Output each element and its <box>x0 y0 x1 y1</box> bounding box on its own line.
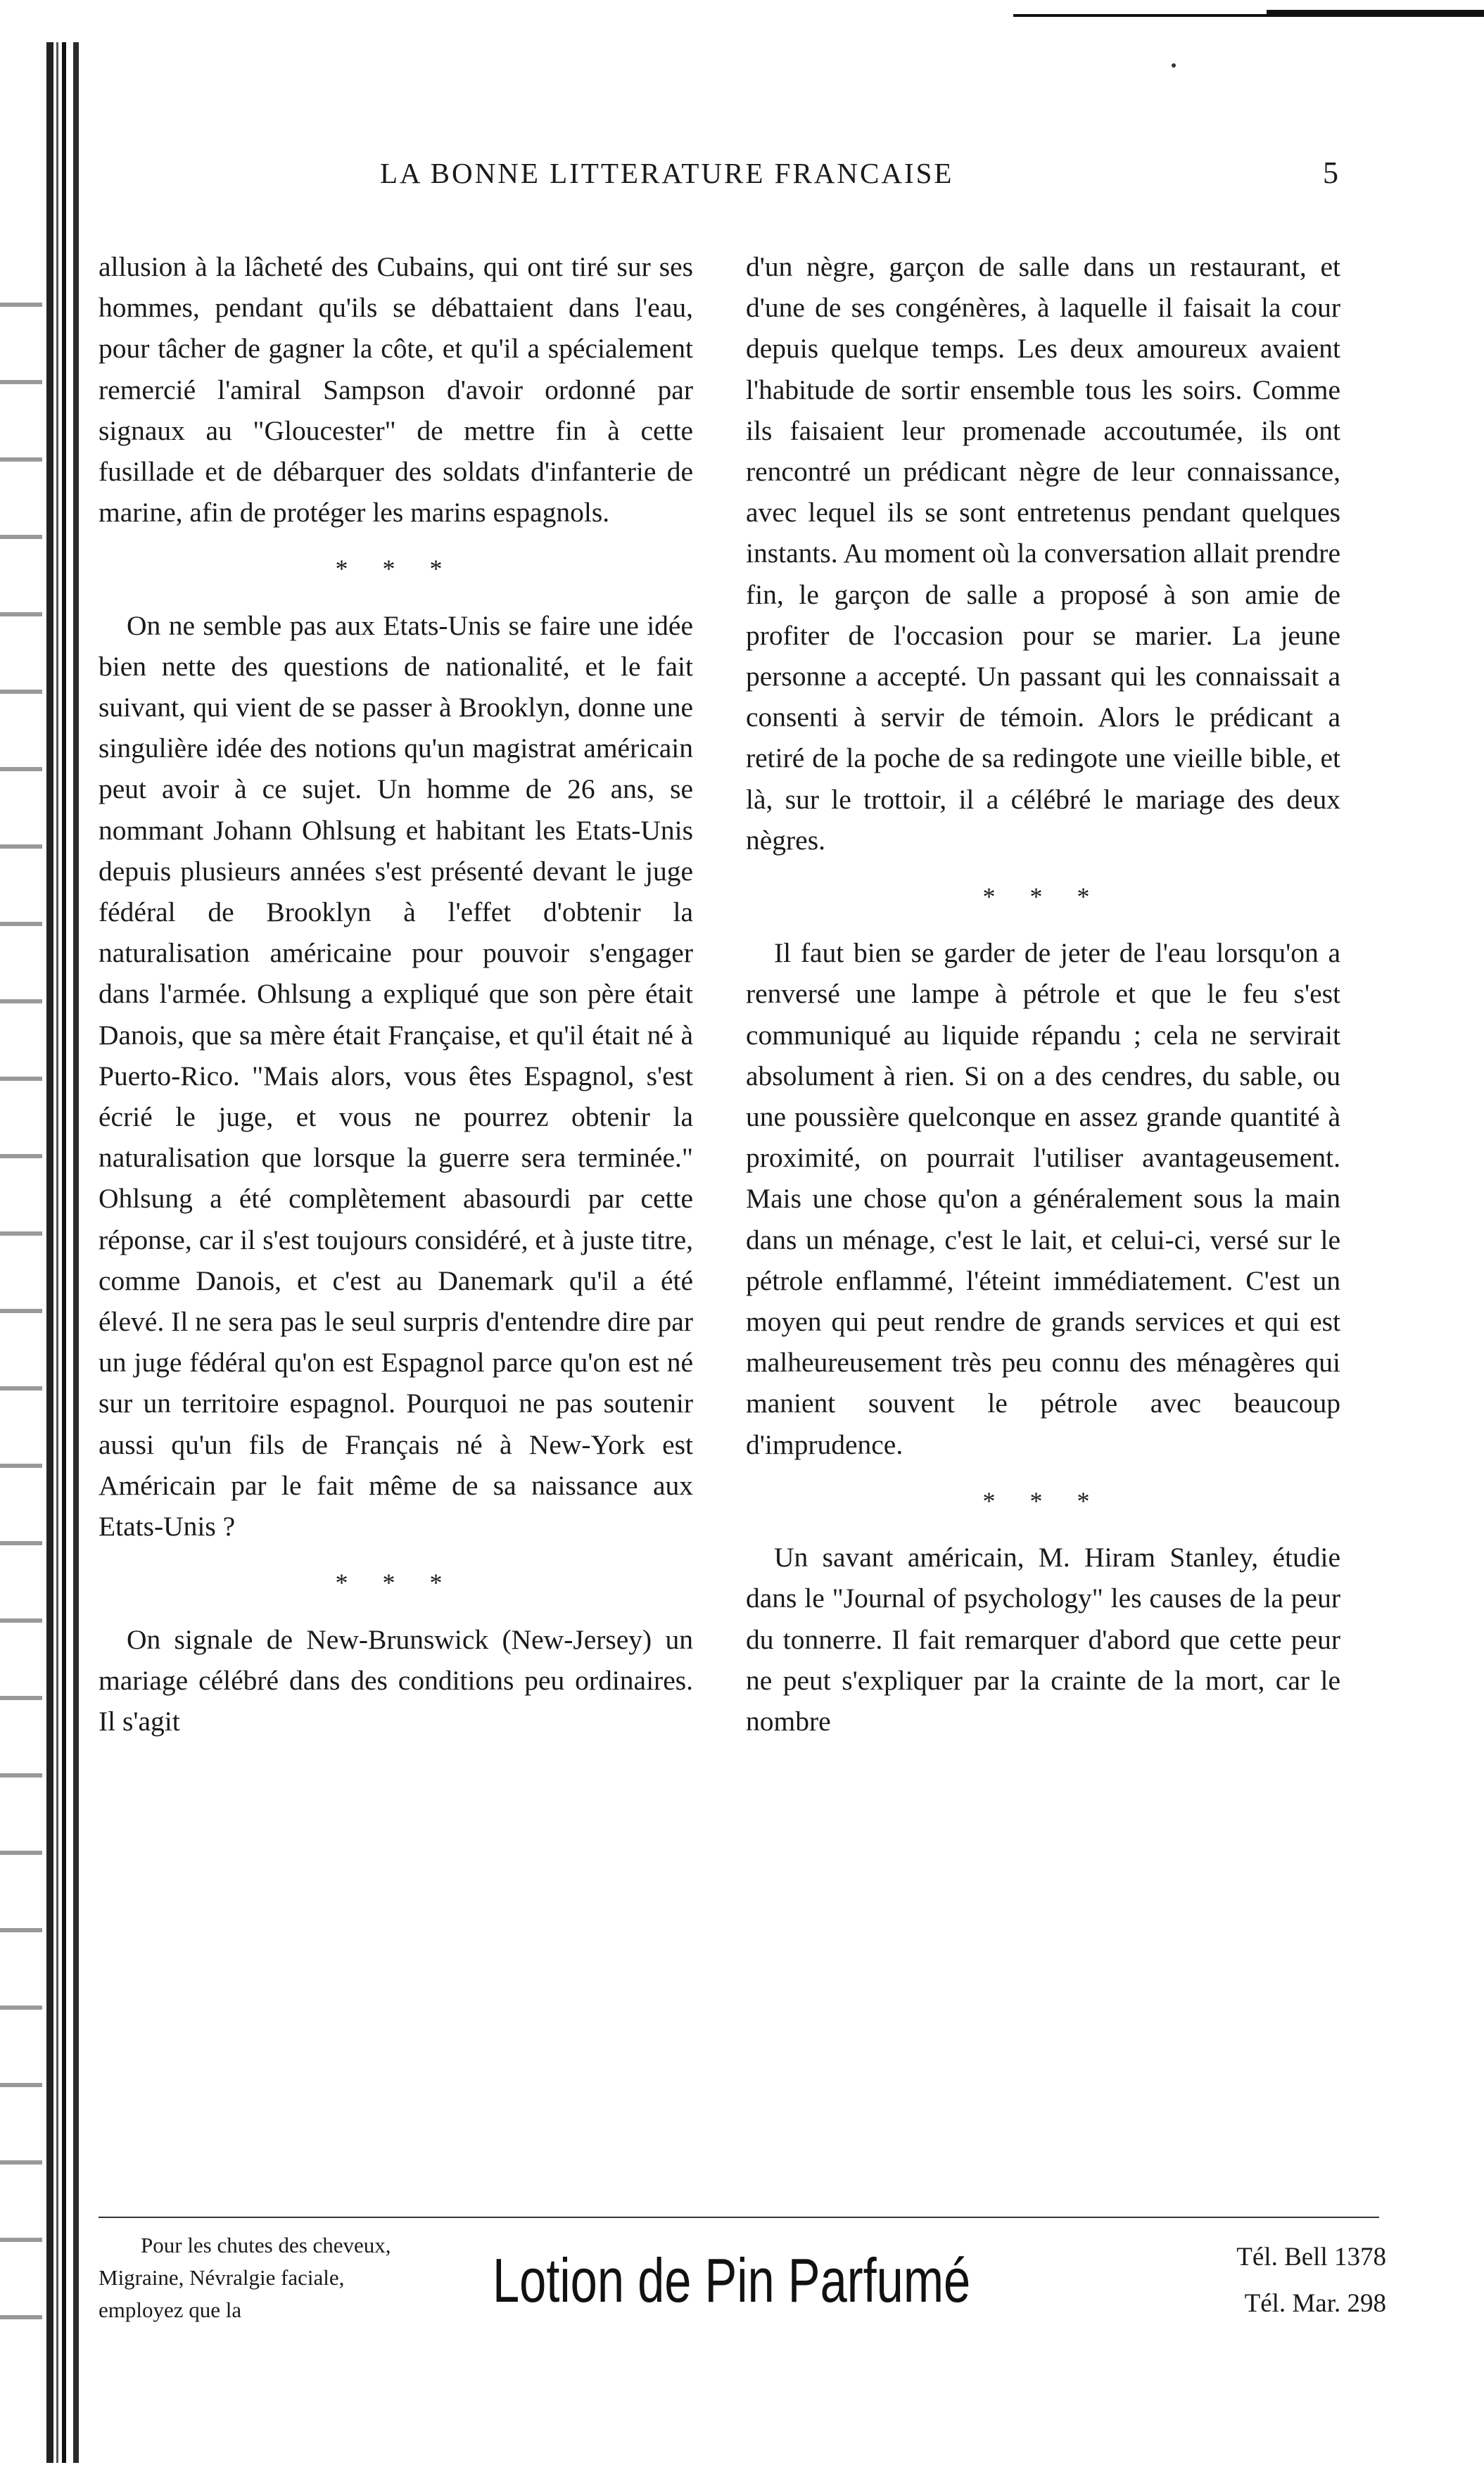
advertisement-phone-numbers <box>1133 2234 1386 2327</box>
section-separator: * * * <box>335 1569 457 1597</box>
ad-line: Pour les chutes des cheveux, <box>141 2233 391 2257</box>
advertisement-rule <box>99 2217 1379 2218</box>
running-title: LA BONNE LITTERATURE FRANCAISE <box>380 157 954 189</box>
section-separator: * * * <box>982 1486 1104 1515</box>
right-column <box>746 246 1340 1742</box>
page-edge-residue <box>0 267 42 2378</box>
article-paragraph: On signale de New-Brunswick (New-Jersey) un mariage célébré dans des conditions peu ordinaires. Il s'agit <box>99 1623 693 1737</box>
article-paragraph: On ne semble pas aux Etats-Unis se faire une idée bien nette des questions de nationalité, et le fait suivant, qui vient de se passer à Brooklyn, donne une singulière idée des notions qu'un magistrat américain peut avoir à ce sujet. Un homme de 26 ans, se nommant Johann Ohlsung et habitant les Etats-Unis depuis plusieurs années s'est présenté devant le juge fédéral de Brooklyn à l'effet d'obtenir la naturalisation américaine pour pouvoir s'engager dans l'armée. Ohlsung a expliqué que son père était Danois, que sa mère était Française, et qu'il était né à Puerto-Rico. "Mais alors, vous êtes Espagnol, s'est écrié le juge, et vous ne pourrez obtenir la naturalisation que lorsque la guerre sera terminée." Ohlsung a été complètement abasourdi par cette réponse, car il s'est toujours considéré, et à juste titre, comme Danois, et c'est au Danemark qu'il a été élevé. Il ne sera pas le seul surpris d'entendre dire par un juge fédéral qu'on est Espagnol parce qu'on est né sur un territoire espagnol. Pourquoi ne pas soutenir aussi qu'un fils de Français né à New-York est Américain par le fait même de sa naissance aux Etats-Unis ? <box>99 609 693 1542</box>
article-paragraph: d'un nègre, garçon de salle dans un restaurant, et d'une de ses congénères, à laquelle il faisait la cour depuis quelque temps. Les deux amoureux avaient l'habitude de sortir ensemble tous les soirs. Comme ils faisaient leur promenade accoutumée, ils ont rencontré un prédicant nègre de leur connaissance, avec lequel ils se sont entretenus pendant quelques instants. Au moment où la conversation allait prendre fin, le garçon de salle a proposé à son amie de profiter de l'occasion pour se marier. La jeune personne a accepté. Un passant qui les connaissait a consenti à servir de témoin. Alors le prédicant a retiré de la poche de sa redingote une vieille bible, et là, sur le trottoir, il a célébré le mariage des deux nègres. <box>746 251 1340 856</box>
ad-line: Migraine, Névralgie faciale, <box>99 2265 345 2290</box>
ad-line: employez que la <box>99 2298 242 2322</box>
article-paragraph: Il faut bien se garder de jeter de l'eau lorsqu'on a renversé une lampe à pétrole et que le feu s'est communiqué au liquide répandu ; cela ne servirait absolument à rien. Si on a des cendres, du sable, ou une poussière quelconque en assez grande quantité à proximité, on pourrait l'utiliser avantageusement. Mais une chose qu'on a généralement sous la main dans un ménage, c'est le lait, et celui-ci, versé sur le pétrole enflammé, l'éteint immédiatement. C'est un moyen qui peut rendre de grands services et qui est malheureusement très peu connu des ménagères qui manient souvent le pétrole avec beaucoup d'imprudence. <box>746 937 1340 1460</box>
top-rule-thick <box>1267 10 1484 15</box>
phone-mar: Tél. Mar. 298 <box>1244 2289 1386 2318</box>
advertisement-product-name: Lotion de Pin Parfumé <box>493 2245 971 2315</box>
left-column <box>99 246 693 1742</box>
page-number: 5 <box>1323 156 1338 190</box>
section-separator: * * * <box>982 882 1104 911</box>
binding-shadow <box>42 42 99 2463</box>
section-separator: * * * <box>335 555 457 583</box>
ink-speck <box>1172 63 1176 68</box>
phone-bell: Tél. Bell 1378 <box>1236 2243 1386 2271</box>
advertisement-text <box>99 2229 464 2326</box>
article-paragraph: allusion à la lâcheté des Cubains, qui ont tiré sur ses hommes, pendant qu'ils se débattaient dans l'eau, pour tâcher de gagner la côte, et qu'il a spécialement remercié l'amiral Sampson d'avoir ordonné par signaux au "Gloucester" de mettre fin à cette fusillade et de débarquer des soldats d'infanterie de marine, afin de protéger les marins espagnols. <box>99 251 693 528</box>
article-paragraph: Un savant américain, M. Hiram Stanley, étudie dans le "Journal of psychology" les causes de la peur du tonnerre. Il fait remarquer d'abord que cette peur ne peut s'expliquer par la crainte de la mort, car le nombre <box>746 1542 1340 1737</box>
